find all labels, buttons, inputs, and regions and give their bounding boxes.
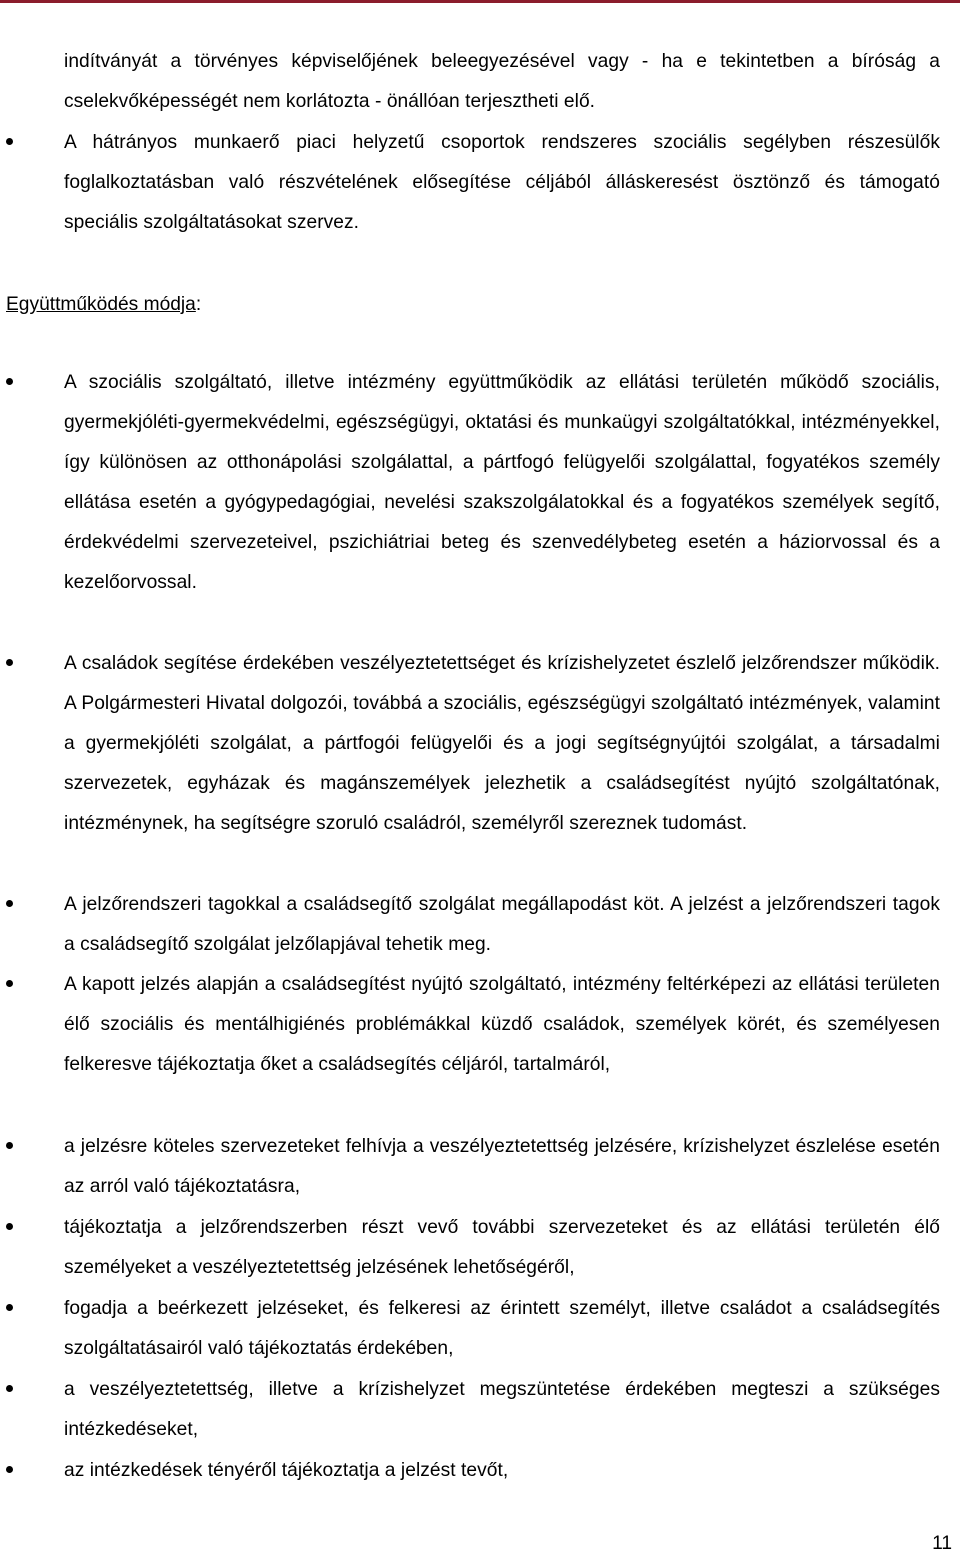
bullet-icon [6,980,13,987]
list-item-text: A kapott jelzés alapján a családsegítést nyújtó szolgáltató, intézmény feltérképezi az ellátási területen élő szociális és mentálhigiénés problémákkal küzdő családok, személyek körét, és személyesen felkeresve tájékoztatja őket a családsegítés céljáról, tartalmáról, [64,974,940,1076]
list-item [0,644,960,844]
list-item-text: a veszélyeztetettség, illetve a krízishelyzet megszüntetése érdekében megteszi a szükséges intézkedéseket, [64,1379,940,1441]
list-item-text: a jelzésre köteles szervezeteket felhívja a veszélyeztetettség jelzésére, krízishelyzet észlelése esetén az arról való tájékoztatásra, [64,1136,940,1198]
bullet-icon [6,1304,13,1311]
intro-continuation [0,42,960,122]
list-item-text: fogadja a beérkezett jelzéseket, és felkeresi az érintett személyt, illetve családot a családsegítés szolgáltatásairól való tájékoztatás érdekében, [64,1298,940,1360]
list-item-text: A szociális szolgáltató, illetve intézmény együttműködik az ellátási területén működő szociális, gyermekjóléti-gyermekvédelmi, egészségügyi, oktatási és munkaügyi szolgáltatókkal, intézményekkel, így különösen az otthonápolási szolgálattal, a pártfogó felügyelői szolgálattal, fogyatékos személy ellátása esetén a gyógypedagógiai, nevelési szakszolgálatokkal és a fogyatékos személyek segítő, érdekvédelmi szervezeteivel, pszichiátriai beteg és szenvedélybeteg esetén a háziorvossal és a kezelőorvossal. [64,372,940,594]
list-item-text: A hátrányos munkaerő piaci helyzetű csoportok rendszeres szociális segélyben részesülők foglalkoztatásban való részvételének elősegítése céljából álláskeresést ösztönző és támogató speciális szolgáltatásokat szervez. [64,132,940,234]
list-item-text: tájékoztatja a jelzőrendszerben részt vevő további szervezeteket és az ellátási területén élő személyeket a veszélyeztetettség jelzésének lehetőségéről, [64,1217,940,1279]
list-item [0,1208,960,1288]
bullet-icon [6,659,13,666]
list-item [0,1289,960,1369]
bullet-icon [6,900,13,907]
bullet-icon [6,1223,13,1230]
list-item [0,363,960,604]
list-item [0,1451,960,1491]
list-item [0,123,960,243]
bullet-icon [6,1142,13,1149]
bullet-icon [6,378,13,385]
list-item [0,965,960,1085]
paragraph-text: indítványát a törvényes képviselőjének beleegyezésével vagy - ha e tekintetben a bíróság a cselekvőképességét nem korlátozta - önállóan terjesztheti elő. [64,51,940,113]
list-item-text: A jelzőrendszeri tagokkal a családsegítő szolgálat megállapodást köt. A jelzést a jelzőrendszeri tagok a családsegítő szolgálat jelzőlapjával tehetik meg. [64,894,940,956]
list-item-text: A családok segítése érdekében veszélyeztetettséget és krízishelyzetet észlelő jelzőrendszer működik. A Polgármesteri Hivatal dolgozói, továbbá a szociális, egészségügyi szolgáltató intézmények, valamint a gyermekjóléti szolgálat, a pártfogói felügyelői és a jogi segítségnyújtói szolgálat, a társadalmi szervezetek, egyházak és magánszemélyek jelezhetik a családsegítést nyújtó szolgáltatónak, intézménynek, ha segítségre szoruló családról, személyről szereznek tudomást. [64,653,940,835]
list-item [0,885,960,965]
list-item [0,1127,960,1207]
page-top-rule [0,0,960,3]
list-item [0,1370,960,1450]
page-number: 11 [932,1533,952,1554]
bullet-icon [6,138,13,145]
bullet-icon [6,1466,13,1473]
bullet-icon [6,1385,13,1392]
list-item-text: az intézkedések tényéről tájékoztatja a jelzést tevőt, [64,1460,509,1481]
section-heading: Együttműködés módja: [6,294,202,315]
